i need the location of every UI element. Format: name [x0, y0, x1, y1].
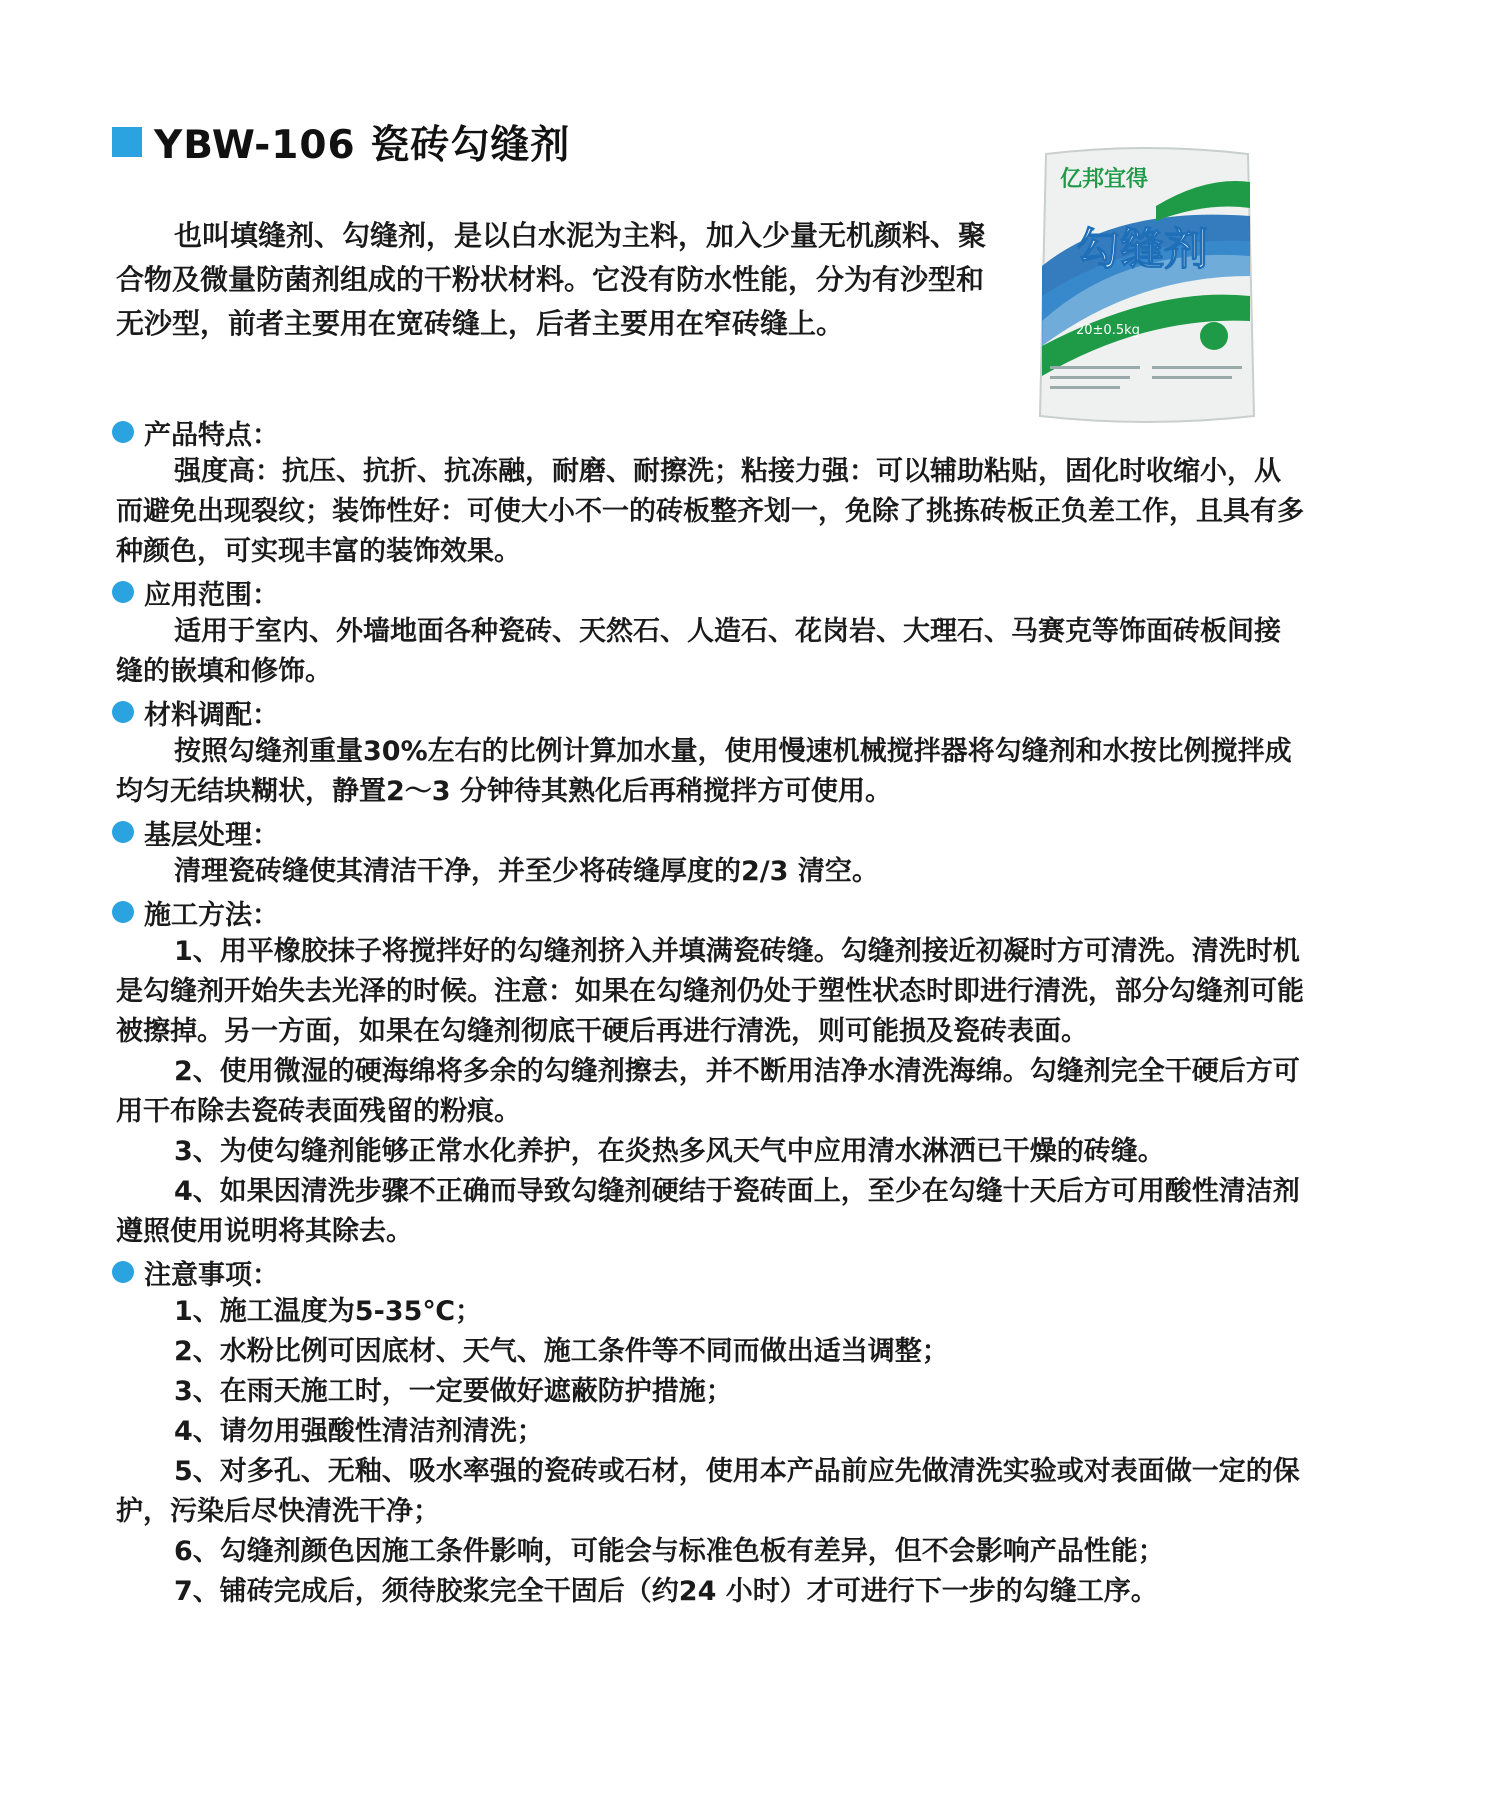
- product-bag-image: [1036, 146, 1256, 424]
- section-heading-text: 注意事项：: [144, 1259, 279, 1291]
- section-paragraph: 4、请勿用强酸性清洁剂清洗；: [174, 1416, 544, 1447]
- bullet-dot-icon: [112, 821, 134, 843]
- section-heading-text: 施工方法：: [144, 899, 279, 931]
- section-heading: [112, 812, 1306, 852]
- section-paragraph: 7、铺砖完成后，须待胶浆完全干固后（约24 小时）才可进行下一步的勾缝工序。: [174, 1576, 1158, 1607]
- bag-brand-text: 亿邦宜得: [1060, 167, 1149, 192]
- section-heading-text: 基层处理：: [144, 819, 279, 851]
- page-title: YBW-106 瓷砖勾缝剂: [154, 123, 571, 168]
- section-paragraph: 3、为使勾缝剂能够正常水化养护，在炎热多风天气中应用清水淋洒已干燥的砖缝。: [174, 1136, 1165, 1167]
- bullet-dot-icon: [112, 1261, 134, 1283]
- section-heading: [112, 1252, 1306, 1292]
- intro-paragraph: 也叫填缝剂、勾缝剂，是以白水泥为主料，加入少量无机颜料、聚合物及微量防菌剂组成的干粉状材料。它没有防水性能，分为有沙型和无沙型，前者主要用在宽砖缝上，后者主要用在窄砖缝上。: [116, 219, 987, 340]
- section-heading: [112, 572, 1306, 612]
- section-paragraph: 强度高：抗压、抗折、抗冻融，耐磨、耐擦洗；粘接力强：可以辅助粘贴，固化时收缩小，从而避免出现裂纹；装饰性好：可使大小不一的砖板整齐划一，免除了挑拣砖板正负差工作，且具有多种颜色，可实现丰富的装饰效果。: [116, 456, 1304, 567]
- section-heading-text: 应用范围：: [144, 579, 279, 611]
- bag-logo-icon: [1200, 322, 1228, 350]
- section-paragraph: 2、使用微湿的硬海绵将多余的勾缝剂擦去，并不断用洁净水清洗海绵。勾缝剂完全干硬后方可用干布除去瓷砖表面残留的粉痕。: [116, 1056, 1300, 1127]
- body-sections: [116, 412, 1306, 1612]
- section-heading-text: 材料调配：: [144, 699, 279, 731]
- bullet-dot-icon: [112, 901, 134, 923]
- title-square-icon: [112, 127, 142, 157]
- bag-product-name: 勾缝剂: [1076, 224, 1208, 275]
- section-paragraph: 按照勾缝剂重量30%左右的比例计算加水量，使用慢速机械搅拌器将勾缝剂和水按比例搅拌成均匀无结块糊状，静置2～3 分钟待其熟化后再稍搅拌方可使用。: [116, 736, 1292, 807]
- bag-weight-text: 20±0.5kg: [1076, 323, 1140, 338]
- section-paragraph: 适用于室内、外墙地面各种瓷砖、天然石、人造石、花岗岩、大理石、马赛克等饰面砖板间接缝的嵌填和修饰。: [116, 616, 1281, 687]
- section-heading-text: 产品特点：: [144, 419, 279, 451]
- section-paragraph: 清理瓷砖缝使其清洁干净，并至少将砖缝厚度的2/3 清空。: [174, 856, 879, 887]
- section-paragraph: 1、施工温度为5-35℃；: [174, 1296, 483, 1327]
- section-paragraph: 1、用平橡胶抹子将搅拌好的勾缝剂挤入并填满瓷砖缝。勾缝剂接近初凝时方可清洗。清洗时机是勾缝剂开始失去光泽的时候。注意：如果在勾缝剂仍处于塑性状态时即进行清洗，部分勾缝剂可能被擦掉。另一方面，如果在勾缝剂彻底干硬后再进行清洗，则可能损及瓷砖表面。: [116, 936, 1304, 1047]
- section-heading: [112, 892, 1306, 932]
- bullet-dot-icon: [112, 581, 134, 603]
- section-heading: [112, 412, 1306, 452]
- section-paragraph: 3、在雨天施工时，一定要做好遮蔽防护措施；: [174, 1376, 733, 1407]
- section-paragraph: 5、对多孔、无釉、吸水率强的瓷砖或石材，使用本产品前应先做清洗实验或对表面做一定的保护，污染后尽快清洗干净；: [116, 1456, 1300, 1527]
- section-paragraph: 6、勾缝剂颜色因施工条件影响，可能会与标准色板有差异，但不会影响产品性能；: [174, 1536, 1165, 1567]
- title-row: [112, 114, 570, 170]
- section-paragraph: 2、水粉比例可因底材、天气、施工条件等不同而做出适当调整；: [174, 1336, 949, 1367]
- bullet-dot-icon: [112, 421, 134, 443]
- section-heading: [112, 692, 1306, 732]
- bullet-dot-icon: [112, 701, 134, 723]
- section-paragraph: 4、如果因清洗步骤不正确而导致勾缝剂硬结于瓷砖面上，至少在勾缝十天后方可用酸性清洁剂遵照使用说明将其除去。: [116, 1176, 1300, 1247]
- intro-text: [116, 214, 988, 346]
